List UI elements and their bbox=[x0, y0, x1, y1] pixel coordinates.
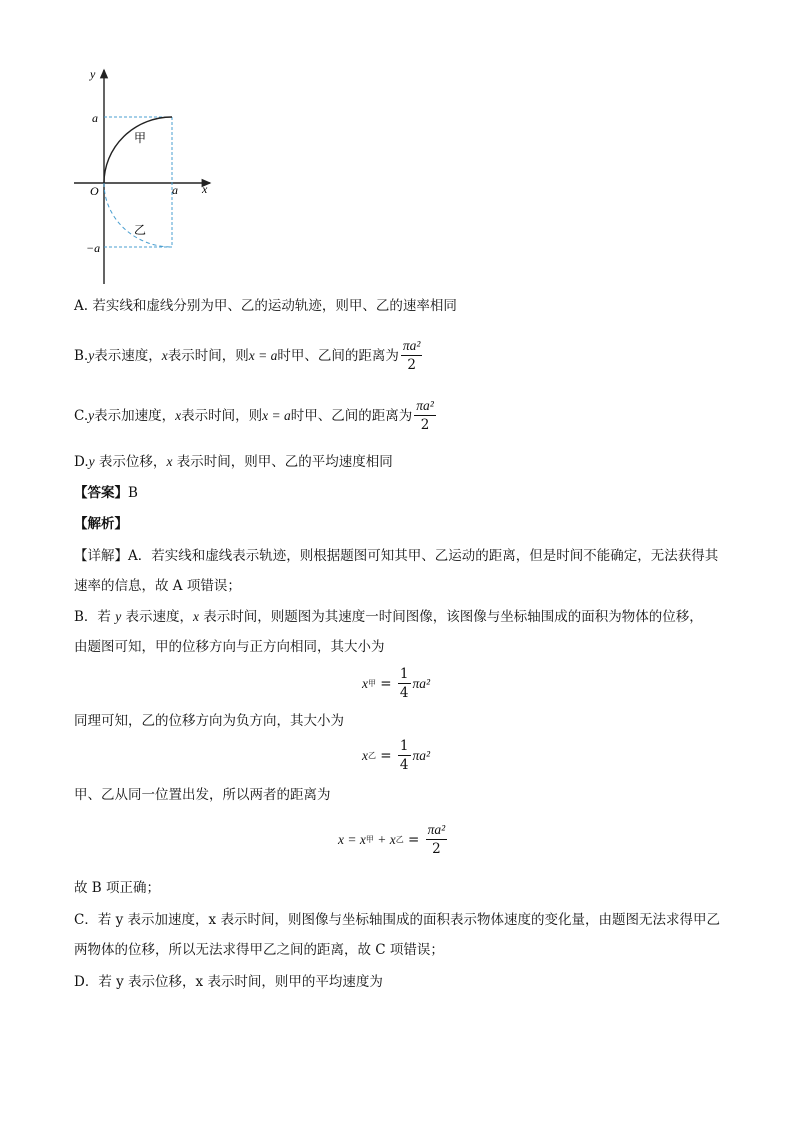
curve-yi bbox=[104, 183, 172, 247]
eq3-sub1: 甲 bbox=[365, 835, 374, 844]
option-c-condition: x = a bbox=[262, 407, 291, 423]
eq3-denominator: 2 bbox=[432, 841, 441, 857]
option-b-y: y bbox=[88, 347, 95, 363]
option-b-text2: 表示时间，则 bbox=[167, 347, 249, 364]
analysis-c: C．若 y 表示加速度，x 表示时间，则图像与坐标轴围成的面积表示物体速度的变化量，由题图无法求得甲乙两物体的位移，所以无法求得甲乙之间的距离，故 C 项错误； bbox=[74, 912, 720, 958]
analysis-b-line2: 由题图可知，甲的位移方向与正方向相同，其大小为 bbox=[74, 639, 385, 655]
a-right-label: a bbox=[172, 183, 178, 197]
equation-x-yi bbox=[362, 738, 430, 773]
option-b-text3: 时甲、乙间的距离为 bbox=[277, 347, 399, 364]
equation-distance bbox=[338, 822, 449, 857]
eq3-fraction bbox=[426, 822, 448, 857]
option-b-fraction bbox=[401, 338, 423, 373]
x-axis-label: x bbox=[202, 182, 208, 196]
answer-value: B bbox=[128, 485, 138, 501]
eq1-equals: = bbox=[376, 675, 396, 692]
eq1-denominator: 4 bbox=[399, 685, 409, 701]
option-b-prefix: B. bbox=[74, 347, 89, 364]
option-d bbox=[74, 452, 393, 472]
eq1-numerator: 1 bbox=[399, 666, 409, 682]
option-b-x: x bbox=[161, 347, 168, 363]
option-c bbox=[74, 398, 438, 433]
yi-label: 乙 bbox=[134, 223, 147, 237]
analysis-d: D．若 y 表示位移，x 表示时间，则甲的平均速度为 bbox=[74, 974, 383, 990]
option-c-fraction bbox=[414, 398, 436, 433]
analysis-a: 【详解】A．若实线和虚线表示轨迹，则根据题图可知其甲、乙运动的距离，但是时间不能确定，无法获得其速率的信息，故 A 项错误； bbox=[74, 548, 719, 594]
option-c-x: x bbox=[175, 407, 182, 423]
option-c-text2: 表示时间，则 bbox=[181, 407, 263, 424]
option-d-y: y bbox=[88, 454, 95, 469]
option-d-text2: 表示时间，则甲、乙的平均速度相同 bbox=[172, 454, 393, 470]
option-b-numerator: πa² bbox=[401, 338, 423, 356]
option-b bbox=[74, 338, 424, 373]
analysis-b-conclusion: 故 B 项正确； bbox=[74, 880, 161, 896]
option-c-prefix: C. bbox=[74, 407, 89, 424]
eq3-lhs: x = x bbox=[338, 831, 366, 847]
eq3-equals: = bbox=[403, 831, 424, 848]
eq1-sub: 甲 bbox=[368, 679, 376, 688]
option-c-text3: 时甲、乙间的距离为 bbox=[290, 407, 413, 424]
analysis-b-y: y bbox=[115, 609, 122, 624]
option-b-condition: x = a bbox=[248, 347, 278, 363]
option-c-y: y bbox=[88, 407, 95, 423]
answer-line bbox=[74, 483, 138, 503]
y-axis-label: y bbox=[90, 67, 96, 81]
option-c-text1: 表示加速度， bbox=[94, 407, 176, 424]
eq2-equals: = bbox=[376, 747, 396, 764]
option-a: A. 若实线和虚线分别为甲、乙的运动轨迹，则甲、乙的速率相同 bbox=[74, 298, 457, 314]
eq2-lhs: x bbox=[362, 747, 368, 763]
curve-jia bbox=[104, 117, 172, 183]
origin-label: O bbox=[90, 184, 99, 198]
eq1-fraction bbox=[398, 666, 411, 701]
analysis-b-x: x bbox=[193, 609, 200, 624]
analysis-b-line1 bbox=[74, 607, 703, 627]
eq3-sub2: 乙 bbox=[395, 835, 404, 844]
eq2-denominator: 4 bbox=[399, 757, 409, 773]
analysis-b-prefix: B．若 bbox=[74, 609, 116, 625]
option-c-denominator: 2 bbox=[420, 417, 430, 433]
eq2-tail: πa² bbox=[412, 747, 431, 763]
option-b-denominator: 2 bbox=[407, 357, 416, 373]
graph-figure bbox=[60, 62, 230, 294]
eq1-tail: πa² bbox=[412, 675, 431, 691]
option-b-text1: 表示速度， bbox=[94, 347, 162, 364]
analysis-b-line3: 同理可知，乙的位移方向为负方向，其大小为 bbox=[74, 713, 344, 729]
eq3-plus: + x bbox=[373, 831, 396, 847]
eq2-numerator: 1 bbox=[399, 738, 409, 754]
answer-label: 【答案】 bbox=[74, 485, 128, 501]
a-top-label: a bbox=[92, 111, 98, 125]
option-d-x: x bbox=[166, 454, 173, 469]
eq2-fraction bbox=[398, 738, 411, 773]
option-d-prefix: D. bbox=[74, 454, 89, 470]
eq3-numerator: πa² bbox=[426, 822, 448, 840]
analysis-b-line4: 甲、乙从同一位置出发，所以两者的距离为 bbox=[74, 787, 331, 803]
analysis-title: 【解析】 bbox=[74, 516, 128, 532]
equation-x-jia bbox=[362, 666, 430, 701]
eq1-lhs: x bbox=[362, 675, 368, 691]
option-d-text1: 表示位移， bbox=[94, 454, 167, 470]
analysis-b-text1: 表示速度， bbox=[121, 609, 194, 625]
option-c-numerator: πa² bbox=[414, 398, 436, 416]
jia-label: 甲 bbox=[134, 131, 147, 145]
eq2-sub: 乙 bbox=[368, 751, 376, 760]
analysis-b-text2: 表示时间，则题图为其速度一时间图像，该图像与坐标轴围成的面积为物体的位移， bbox=[199, 609, 703, 625]
neg-a-label: −a bbox=[86, 241, 101, 255]
